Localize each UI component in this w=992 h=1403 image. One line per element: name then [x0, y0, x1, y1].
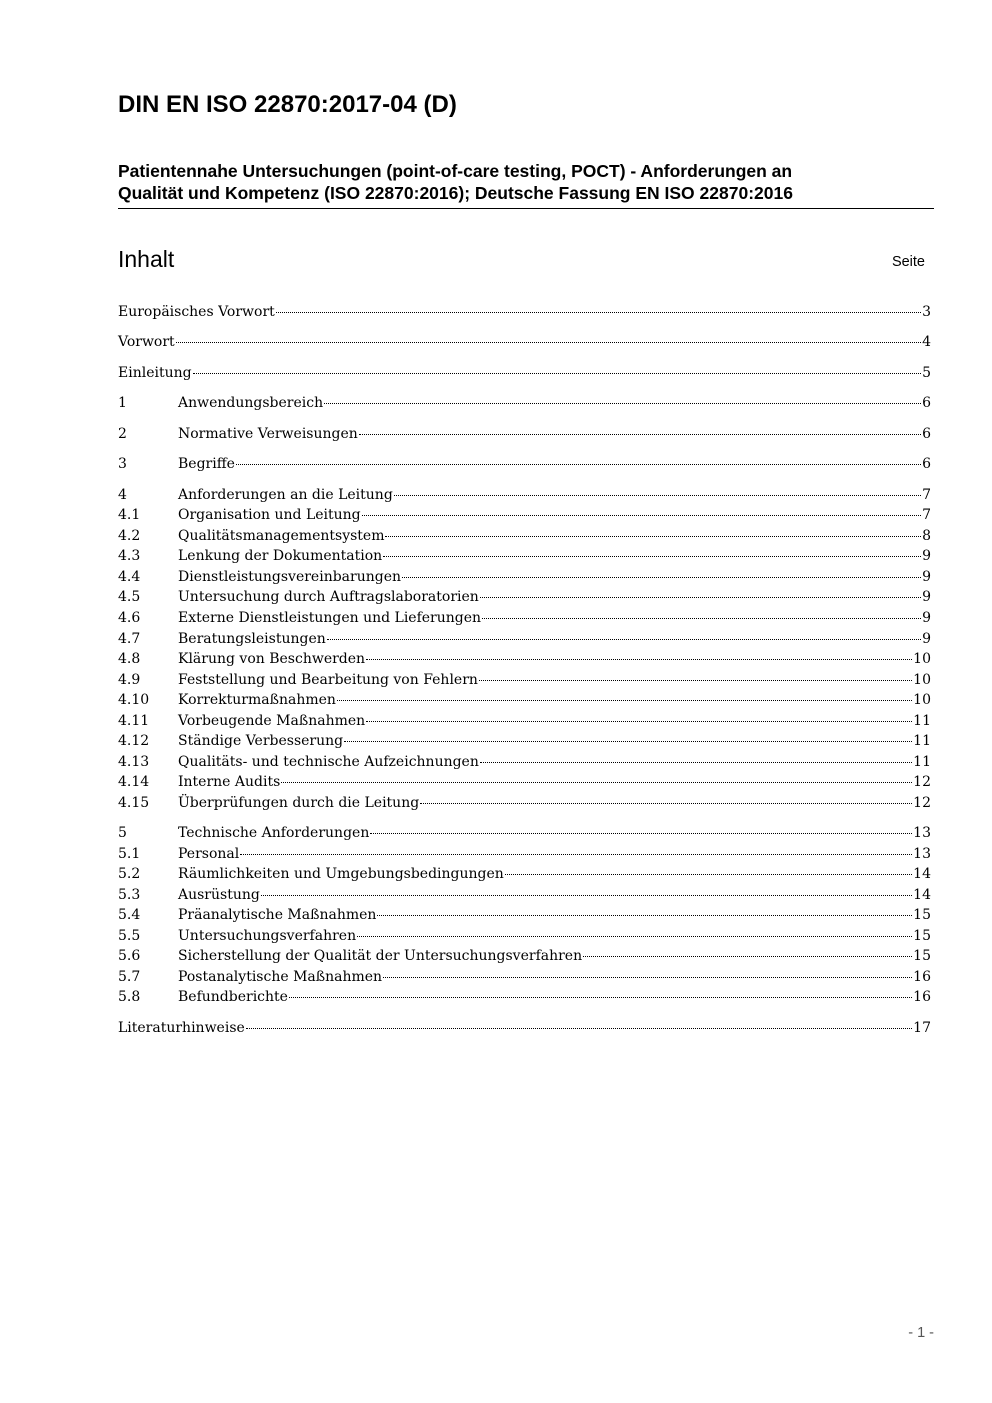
toc-entry-number: 2: [118, 426, 127, 442]
toc-dot-leader: [281, 782, 912, 783]
toc-entry[interactable]: [118, 731, 931, 751]
toc-entry-title: Präanalytische Maßnahmen: [178, 907, 377, 923]
toc-entry-title: Normative Verweisungen: [178, 426, 358, 442]
toc-entry-title: Sicherstellung der Qualität der Untersuchungsverfahren: [178, 948, 583, 964]
toc-entry-page: 9: [922, 548, 931, 564]
toc-entry[interactable]: [118, 864, 931, 884]
toc-entry-title: Räumlichkeiten und Umgebungsbedingungen: [178, 866, 504, 882]
toc-entry-page: 9: [922, 569, 931, 585]
toc-dot-leader: [394, 495, 921, 496]
toc-entry[interactable]: [118, 793, 931, 813]
toc-dot-leader: [276, 312, 921, 313]
toc-entry-number: 4: [118, 487, 127, 503]
toc-entry-title: Untersuchung durch Auftragslaboratorien: [178, 589, 479, 605]
toc-entry-number: 5.4: [118, 907, 141, 923]
toc-dot-leader: [357, 936, 912, 937]
toc-entry-page: 9: [922, 631, 931, 647]
toc-entry-title: Dienstleistungsvereinbarungen: [178, 569, 402, 585]
toc-entry-page: 13: [913, 825, 931, 841]
toc-entry-title: Anforderungen an die Leitung: [178, 487, 393, 503]
toc-entry-page: 13: [913, 846, 931, 862]
toc-entry-number: 5.5: [118, 928, 141, 944]
toc-entry[interactable]: [118, 1018, 931, 1038]
toc-entry-page: 6: [922, 426, 931, 442]
toc-entry-title: Interne Audits: [178, 774, 281, 790]
toc-entry-number: 5.6: [118, 948, 141, 964]
toc-entry-title: Lenkung der Dokumentation: [178, 548, 383, 564]
toc-entry-number: 4.12: [118, 733, 150, 749]
toc-entry-page: 10: [913, 692, 931, 708]
toc-entry[interactable]: [118, 987, 931, 1007]
toc-entry-number: 5.8: [118, 989, 141, 1005]
toc-dot-leader: [324, 403, 921, 404]
toc-dot-leader: [420, 803, 912, 804]
toc-entry[interactable]: [118, 567, 931, 587]
document-subtitle-line: Qualität und Kompetenz (ISO 22870:2016); Deutsche Fassung EN ISO 22870:2016: [118, 183, 793, 203]
toc-entry-title: Vorbeugende Maßnahmen: [178, 713, 366, 729]
toc-entry-title: Ausrüstung: [178, 887, 260, 903]
page-number: - 1 -: [908, 1325, 934, 1341]
toc-entry-page: 10: [913, 672, 931, 688]
toc-entry-page: 7: [922, 487, 931, 503]
toc-entry-page: 15: [913, 948, 931, 964]
toc-entry-page: 10: [913, 651, 931, 667]
toc-entry-title: Einleitung: [118, 365, 192, 381]
document-subtitle-line: Patientennahe Untersuchungen (point-of-care testing, POCT) - Anforderungen an: [118, 161, 793, 181]
toc-dot-leader: [505, 874, 912, 875]
toc-entry-page: 9: [922, 610, 931, 626]
toc-dot-leader: [344, 741, 912, 742]
toc-dot-leader: [482, 618, 921, 619]
toc-entry-title: Vorwort: [118, 334, 175, 350]
toc-entry-title: Literaturhinweise: [118, 1020, 245, 1036]
toc-dot-leader: [359, 434, 921, 435]
toc-entry-number: 1: [118, 395, 127, 411]
toc-dot-leader: [383, 556, 921, 557]
toc-entry-number: 4.1: [118, 507, 141, 523]
toc-entry[interactable]: [118, 302, 931, 322]
toc-dot-leader: [383, 977, 912, 978]
toc-entry-number: 5.3: [118, 887, 141, 903]
toc-entry-page: 16: [913, 989, 931, 1005]
toc-entry-title: Feststellung und Bearbeitung von Fehlern: [178, 672, 478, 688]
toc-dot-leader: [236, 464, 921, 465]
toc-entry[interactable]: [118, 926, 931, 946]
toc-entry-number: 4.15: [118, 795, 150, 811]
toc-entry-page: 5: [922, 365, 931, 381]
toc-entry-number: 5.7: [118, 969, 141, 985]
toc-dot-leader: [362, 515, 921, 516]
toc-entry-page: 14: [913, 887, 931, 903]
toc-entry-title: Begriffe: [178, 456, 235, 472]
toc-entry-number: 4.14: [118, 774, 150, 790]
toc-entry-title: Externe Dienstleistungen und Lieferungen: [178, 610, 482, 626]
toc-entry-page: 16: [913, 969, 931, 985]
toc-entry-title: Anwendungsbereich: [178, 395, 324, 411]
toc-dot-leader: [240, 854, 912, 855]
toc-entry[interactable]: [118, 526, 931, 546]
toc-entry[interactable]: [118, 711, 931, 731]
toc-entry-page: 17: [913, 1020, 931, 1036]
toc-entry-number: 4.11: [118, 713, 150, 729]
toc-entry-number: 4.5: [118, 589, 141, 605]
toc-entry[interactable]: [118, 332, 931, 352]
toc-entry[interactable]: [118, 587, 931, 607]
toc-entry[interactable]: [118, 905, 931, 925]
toc-heading: Inhalt: [118, 246, 175, 272]
toc-entry[interactable]: [118, 363, 931, 383]
toc-entry-page: 11: [913, 754, 931, 770]
toc-entry-number: 3: [118, 456, 127, 472]
toc-entry-title: Organisation und Leitung: [178, 507, 361, 523]
toc-entry-title: Personal: [178, 846, 240, 862]
toc-entry-title: Beratungsleistungen: [178, 631, 326, 647]
toc-entry-page: 7: [922, 507, 931, 523]
toc-dot-leader: [385, 536, 921, 537]
toc-entry[interactable]: [118, 844, 931, 864]
toc-entry-title: Korrekturmaßnahmen: [178, 692, 336, 708]
toc-entry-page: 14: [913, 866, 931, 882]
toc-dot-leader: [402, 577, 921, 578]
toc-dot-leader: [327, 639, 921, 640]
toc-entry-title: Überprüfungen durch die Leitung: [178, 795, 420, 811]
toc-entry-title: Untersuchungsverfahren: [178, 928, 357, 944]
toc-entry-number: 5.1: [118, 846, 141, 862]
toc-entry[interactable]: [118, 485, 931, 505]
toc-entry-number: 4.8: [118, 651, 141, 667]
toc-entry-title: Technische Anforderungen: [178, 825, 370, 841]
toc-entry-page: 15: [913, 907, 931, 923]
toc-entry-title: Qualitäts- und technische Aufzeichnungen: [178, 754, 479, 770]
toc-entry-title: Klärung von Beschwerden: [178, 651, 366, 667]
toc-entry[interactable]: [118, 690, 931, 710]
toc-entry[interactable]: [118, 393, 931, 413]
toc-entry-title: Befundberichte: [178, 989, 288, 1005]
toc-entry-page: 8: [922, 528, 931, 544]
toc-dot-leader: [583, 956, 912, 957]
toc-dot-leader: [479, 680, 912, 681]
toc-entry-number: 4.7: [118, 631, 141, 647]
toc-entry-title: Europäisches Vorwort: [118, 304, 275, 320]
toc-entry[interactable]: [118, 823, 931, 843]
toc-entry-page: 15: [913, 928, 931, 944]
toc-dot-leader: [246, 1028, 912, 1029]
toc-entry[interactable]: [118, 885, 931, 905]
toc-entry-title: Qualitätsmanagementsystem: [178, 528, 385, 544]
toc-entry[interactable]: [118, 967, 931, 987]
toc-entry-page: 4: [922, 334, 931, 350]
toc-entry[interactable]: [118, 752, 931, 772]
toc-entry[interactable]: [118, 608, 931, 628]
toc-entry-page: 11: [913, 713, 931, 729]
toc-entry[interactable]: [118, 946, 931, 966]
toc-dot-leader: [193, 373, 922, 374]
toc-entry-number: 4.2: [118, 528, 141, 544]
toc-entry-title: Ständige Verbesserung: [178, 733, 344, 749]
toc-entry-page: 6: [922, 456, 931, 472]
toc-entry[interactable]: [118, 670, 931, 690]
toc-entry[interactable]: [118, 424, 931, 444]
toc-entry[interactable]: [118, 772, 931, 792]
toc-entry-number: 4.4: [118, 569, 141, 585]
toc-dot-leader: [261, 895, 912, 896]
toc-entry[interactable]: [118, 649, 931, 669]
toc-entry-number: 4.3: [118, 548, 141, 564]
toc-entry-number: 5.2: [118, 866, 141, 882]
toc-entry-number: 4.9: [118, 672, 141, 688]
toc-dot-leader: [176, 342, 921, 343]
toc-entry-page: 12: [913, 774, 931, 790]
toc-entry[interactable]: [118, 505, 931, 525]
toc-entry-number: 4.6: [118, 610, 141, 626]
toc-entry-number: 4.13: [118, 754, 150, 770]
toc-dot-leader: [480, 762, 912, 763]
toc-entry-title: Postanalytische Maßnahmen: [178, 969, 383, 985]
toc-dot-leader: [366, 659, 912, 660]
toc-entry-number: 5: [118, 825, 127, 841]
toc-entry[interactable]: [118, 546, 931, 566]
toc-dot-leader: [377, 915, 912, 916]
toc-dot-leader: [480, 597, 921, 598]
toc-entry[interactable]: [118, 454, 931, 474]
toc-entry-page: 11: [913, 733, 931, 749]
toc-entry-number: 4.10: [118, 692, 150, 708]
toc-entry-page: 3: [922, 304, 931, 320]
toc-dot-leader: [337, 700, 912, 701]
toc-dot-leader: [289, 997, 912, 998]
table-of-contents: [118, 0, 931, 1403]
toc-dot-leader: [366, 721, 912, 722]
toc-entry-page: 9: [922, 589, 931, 605]
toc-page-column-label: Seite: [891, 254, 925, 270]
toc-entry-page: 6: [922, 395, 931, 411]
toc-entry-page: 12: [913, 795, 931, 811]
toc-dot-leader: [370, 833, 912, 834]
document-title: DIN EN ISO 22870:2017-04 (D): [118, 91, 457, 118]
toc-entry[interactable]: [118, 629, 931, 649]
